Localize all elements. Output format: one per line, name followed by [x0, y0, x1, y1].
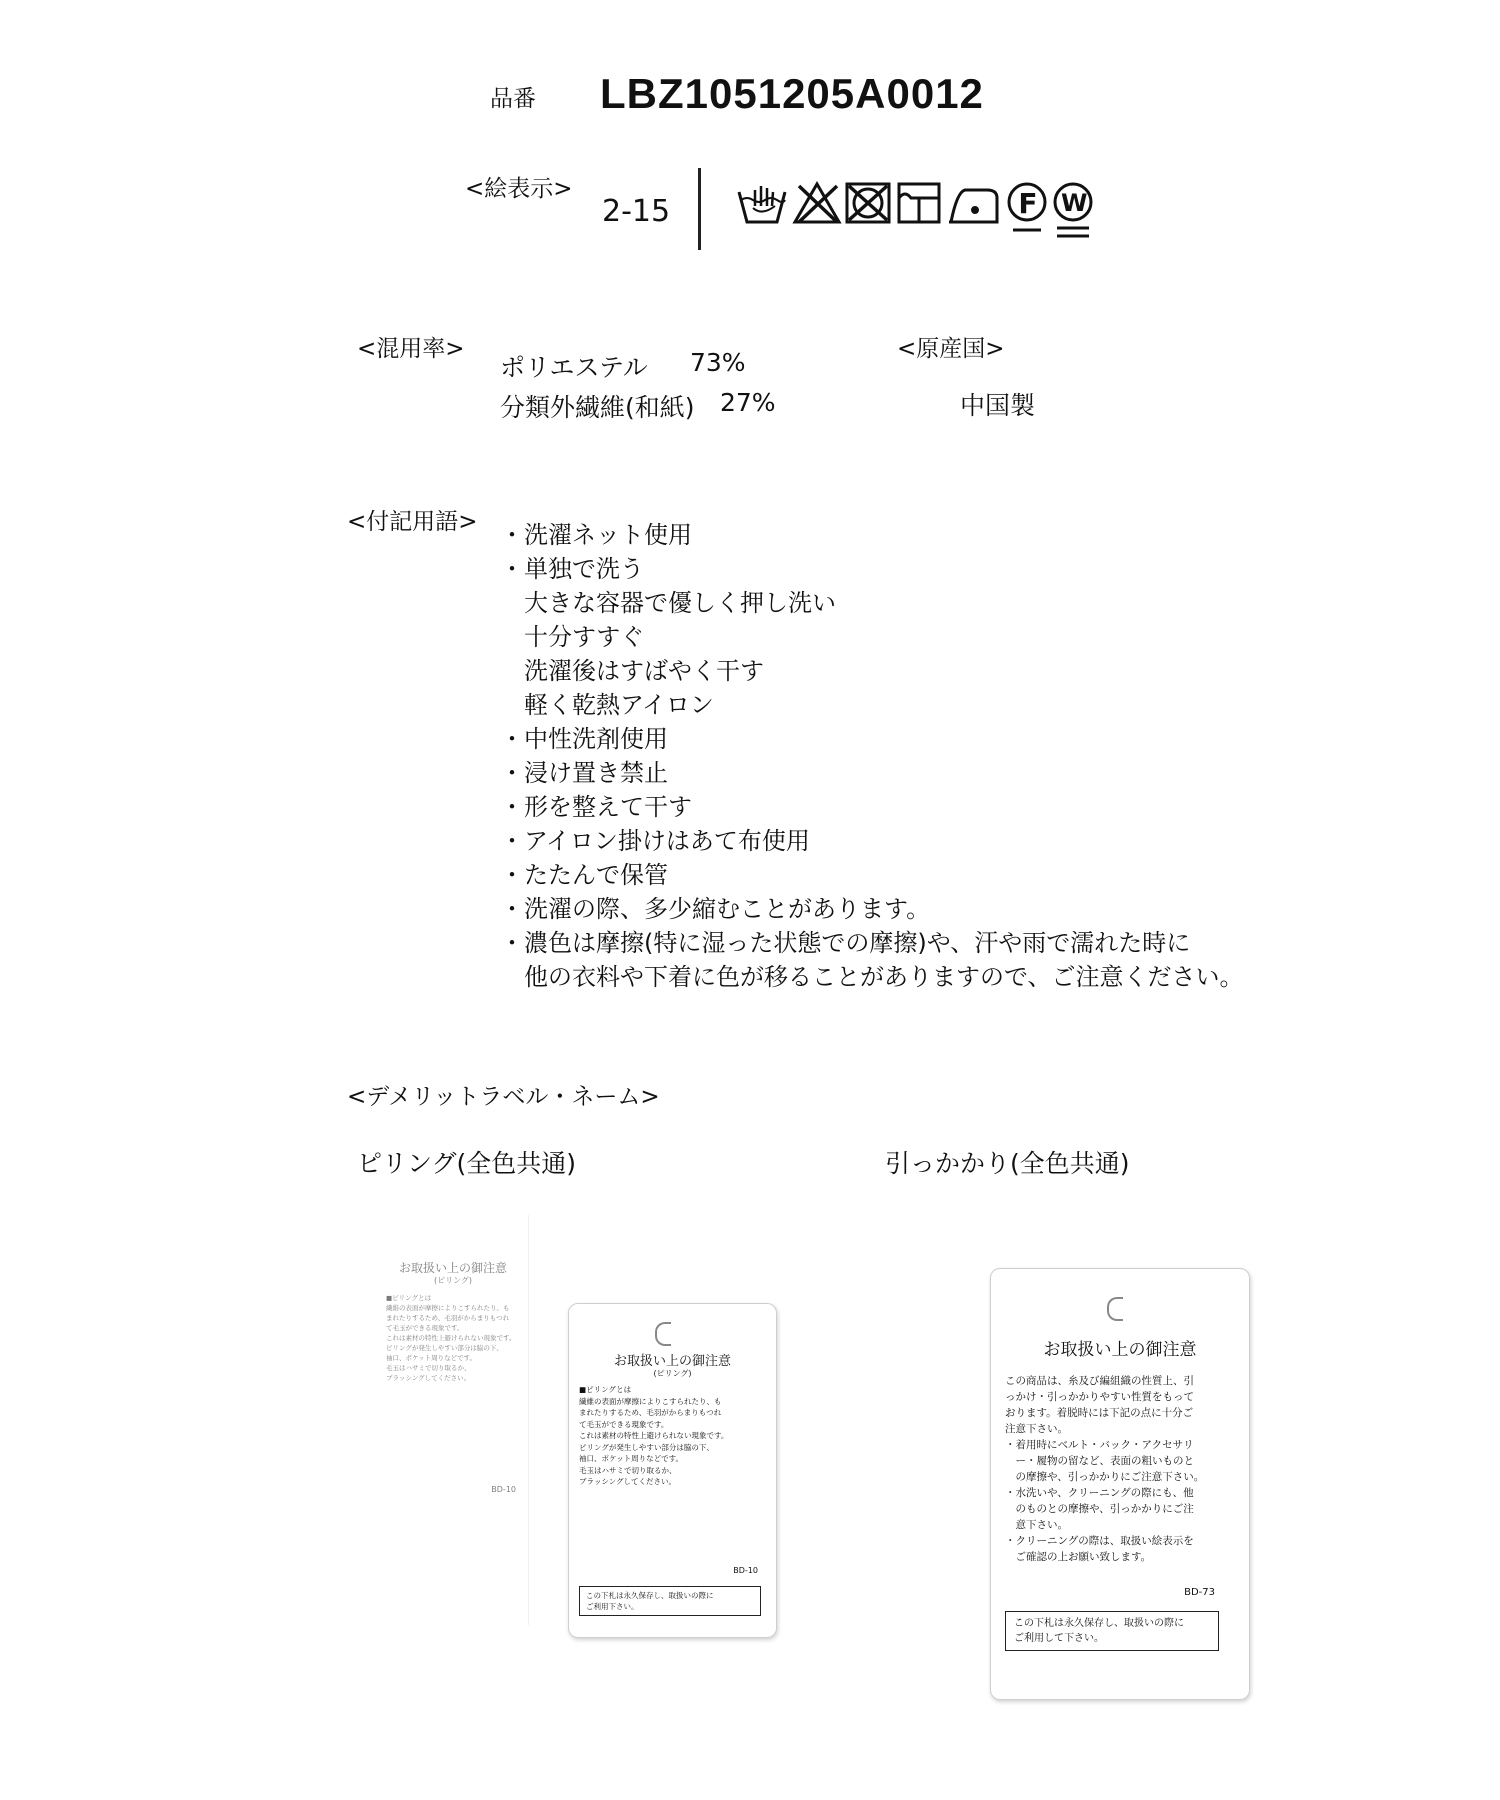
composition-label: <混用率>	[357, 336, 465, 362]
note-line: 他の衣料や下着に色が移ることがありますので、ご注意ください。	[500, 963, 1244, 991]
composition-name-0: ポリエステル	[500, 353, 648, 382]
snag-tag-title: お取扱い上の御注意	[1043, 1340, 1197, 1360]
pilling-back-body: ■ピリングとは 繊維の表面が摩擦によりこすられたり、も まれたりするため、毛羽がからまりもつれ て毛玉ができる現象です。 これは素材の特性上避けられない現象です。 ピリングが発生しやすい部分は脇の下、 袖口、ポケット周りなどです。 毛玉はハサミで切り取るか、 ブラッシングしてください。	[386, 1294, 516, 1382]
note-line: ・洗濯の際、多少縮むことがあります。	[500, 895, 931, 923]
note-line: 軽く乾熱アイロン	[500, 691, 714, 719]
care-code: 2-15	[602, 194, 671, 229]
note-line: ・洗濯ネット使用	[500, 521, 692, 549]
snag-tag-code: BD-73	[1184, 1587, 1215, 1598]
notes-list	[500, 518, 1244, 994]
snag-tag-body: この商品は、糸及び編組織の性質上、引 っかけ・引っかかりやすい性質をもって おります。着脱時には下記の点に十分ご 注意下さい。 ・着用時にベルト・バック・アクセサリ ー・履物の留など、表面の粗いものと の摩擦や、引っかかりにご注意下さい。 ・水洗いや、クリーニングの際にも、他 のものとの摩擦や、引っかかりにご注 意下さい。 ・クリーニングの際は、取扱い絵表示を ご確認の上お願い致します。	[1005, 1375, 1205, 1563]
snag-tag-notice: この下札は永久保存し、取扱いの際に ご利用して下さい。	[1005, 1611, 1219, 1651]
origin-label: <原産国>	[897, 336, 1005, 362]
pilling-tag-title: お取扱い上の御注意	[613, 1354, 731, 1369]
pilling-back-subtitle: (ピリング)	[433, 1276, 473, 1285]
notes-label: <付記用語>	[347, 509, 478, 535]
care-divider	[698, 168, 701, 250]
no-tumble-dry-icon	[847, 184, 889, 222]
wet-clean-letter: W	[1061, 189, 1088, 217]
note-line: ・浸け置き禁止	[500, 759, 668, 787]
tag-hole	[1107, 1297, 1123, 1321]
low-iron-icon	[949, 190, 997, 222]
pilling-tag-subtitle: (ピリング)	[653, 1369, 692, 1378]
origin-value: 中国製	[960, 391, 1036, 420]
pilling-tag-code: BD-10	[733, 1566, 758, 1575]
pilling-back-code: BD-10	[491, 1485, 516, 1494]
hand-wash-icon	[739, 186, 785, 222]
dry-clean-letter: F	[1018, 187, 1038, 220]
note-line: ・形を整えて干す	[500, 793, 692, 821]
tag-hole	[655, 1322, 671, 1346]
note-line: ・単独で洗う	[500, 555, 644, 583]
snag-tag	[990, 1268, 1250, 1700]
snag-caption: 引っかかり(全色共通)	[885, 1149, 1130, 1178]
no-bleach-icon	[795, 184, 839, 222]
note-line: 十分すすぐ	[500, 623, 645, 651]
note-line: ・たたんで保管	[500, 861, 668, 889]
note-line: ・濃色は摩擦(特に湿った状態での摩擦)や、汗や雨で濡れた時に	[500, 929, 1191, 957]
pilling-tag-body: ■ピリングとは 繊維の表面が摩擦によりこすられたり、も まれたりするため、毛羽がからまりもつれ て毛玉ができる現象です。 これは素材の特性上避けられない現象です。 ピリングが発生しやすい部分は脇の下、 袖口、ポケット周りなどです。 毛玉はハサミで切り取るか、 ブラッシングしてください。	[579, 1385, 729, 1486]
composition-percent-1: 27%	[720, 388, 776, 417]
composition-name-1: 分類外繊維(和紙)	[500, 393, 695, 422]
part-number-value: LBZ1051205A0012	[600, 70, 984, 117]
pilling-tag-back	[378, 1215, 529, 1625]
note-line: ・アイロン掛けはあて布使用	[500, 827, 810, 855]
pilling-tag	[568, 1303, 777, 1638]
composition-percent-0: 73%	[690, 348, 746, 377]
note-line: ・中性洗剤使用	[500, 725, 668, 753]
care-symbols-row	[735, 178, 1095, 248]
note-line: 大きな容器で優しく押し洗い	[500, 589, 836, 617]
line-dry-icon	[899, 184, 939, 222]
pilling-tag-notice: この下札は永久保存し、取扱いの際に ご利用下さい。	[579, 1586, 761, 1616]
pilling-caption: ピリング(全色共通)	[357, 1149, 577, 1178]
note-line: 洗濯後はすばやく干す	[500, 657, 764, 685]
pilling-back-title: お取扱い上の御注意	[398, 1261, 507, 1275]
part-number-label: 品番	[490, 86, 536, 112]
care-symbols-label: <絵表示>	[465, 176, 573, 202]
demerit-label: <デメリットラベル・ネーム>	[347, 1084, 660, 1110]
